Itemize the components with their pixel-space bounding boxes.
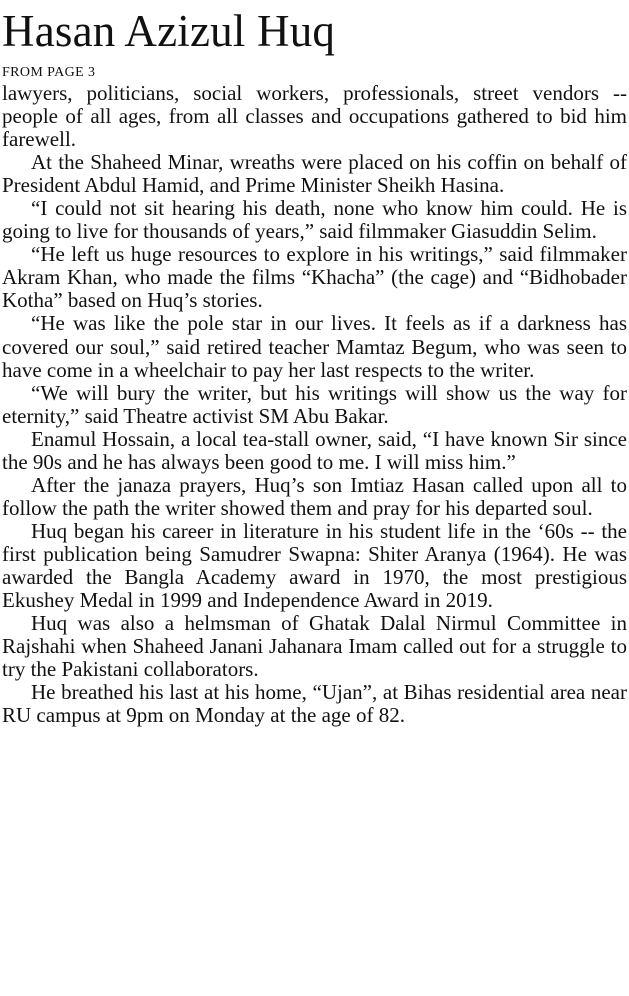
headline: Hasan Azizul Huq — [2, 6, 336, 56]
body-paragraph: Enamul Hossain, a local tea-stall owner, said, “I have known Sir since the 90s and he has always been good to me. I will miss him.” — [2, 426, 627, 474]
body-paragraph: After the janaza prayers, Huq’s son Imtiaz Hasan called upon all to follow the path the writer showed them and pray for his departed soul. — [2, 472, 627, 520]
body-paragraph: “I could not sit hearing his death, none who know him could. He is going to live for thousands of years,” said filmmaker Giasuddin Selim. — [2, 196, 627, 244]
body-paragraph: “He was like the pole star in our lives. It feels as if a darkness has covered our soul,” said retired teacher Mamtaz Begum, who was seen to have come in a wheelchair to pay her last respects to the writer. — [2, 311, 627, 382]
body-paragraph: “We will bury the writer, but his writings will show us the way for eternity,” said Theatre activist SM Abu Bakar. — [2, 380, 627, 428]
body-paragraph: He breathed his last at his home, “Ujan”, at Bihas residential area near RU campus at 9pm on Monday at the age of 82. — [2, 680, 627, 728]
body-paragraph: “He left us huge resources to explore in his writings,” said filmmaker Akram Khan, who made the films “Khacha” (the cage) and “Bidhobader Kotha” based on Huq’s stories. — [2, 242, 627, 313]
body-paragraph: lawyers, politicians, social workers, professionals, street vendors -- people of all ages, from all classes and occupations gathered to bid him farewell. — [2, 81, 627, 152]
body-paragraph: Huq began his career in literature in his student life in the ‘60s -- the first publication being Samudrer Swapna: Shiter Aranya (1964). He was awarded the Bangla Academy award in 1970, the most prestigious Ekushey Medal in 1999 and Independence Award in 2019. — [2, 518, 627, 613]
article-body — [2, 82, 627, 727]
body-paragraph: At the Shaheed Minar, wreaths were placed on his coffin on behalf of President Abdul Hamid, and Prime Minister Sheikh Hasina. — [2, 150, 627, 198]
body-paragraph: Huq was also a helmsman of Ghatak Dalal Nirmul Committee in Rajshahi when Shaheed Janani Jahanara Imam called out for a struggle to try the Pakistani collaborators. — [2, 611, 627, 682]
jump-label: FROM PAGE 3 — [2, 65, 96, 80]
article — [2, 0, 627, 727]
